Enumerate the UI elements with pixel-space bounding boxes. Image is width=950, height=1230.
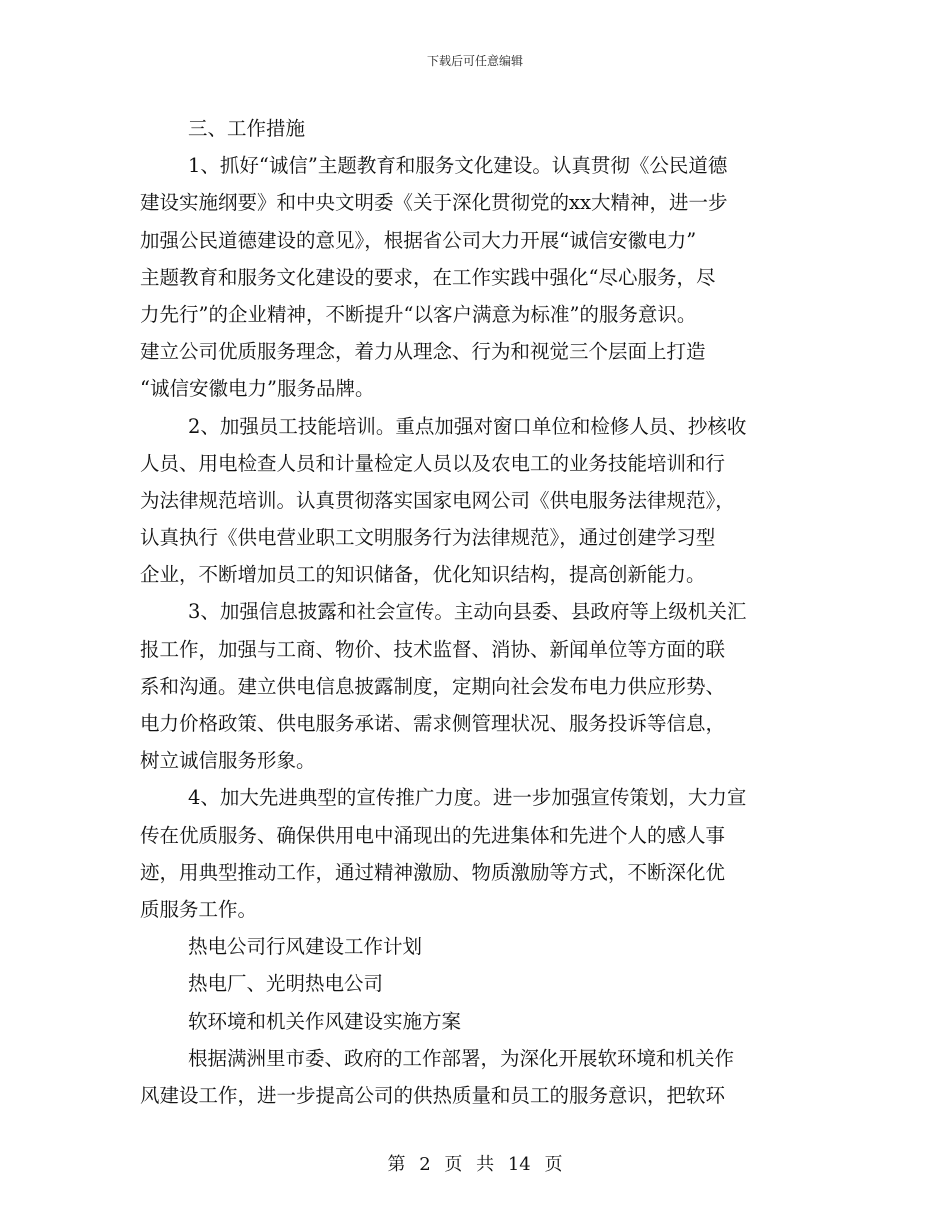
text-line: 三、工作措施 [188, 117, 306, 140]
text-line: 为法律规范培训。认真贯彻落实国家电网公司《供电服务法律规范》， [140, 488, 735, 512]
document-body [140, 110, 812, 1114]
text-line: 建设实施纲要》和中央文明委《关于深化贯彻党的xx大精神，进一步 [140, 191, 728, 215]
text-line: 热电厂、光明热电公司 [188, 972, 384, 996]
text-line: 力先行”的企业精神，不断提升“以客户满意为标准”的服务意识。 [140, 302, 697, 326]
text-line: 风建设工作，进一步提高公司的供热质量和员工的服务意识，把软环 [140, 1083, 726, 1107]
text-line: 主题教育和服务文化建设的要求，在工作实践中强化“尽心服务，尽 [140, 265, 716, 289]
text-line: 4、加大先进典型的宣传推广力度。进一步加强宣传策划，大力宣 [188, 786, 747, 810]
text-line: 热电公司行风建设工作计划 [188, 935, 423, 959]
text-line: 3、加强信息披露和社会宣传。主动向县委、县政府等上级机关汇 [188, 600, 747, 624]
text-line: 企业，不断增加员工的知识储备，优化知识结构，提高创新能力。 [140, 563, 706, 587]
text-line: 电力价格政策、供电服务承诺、需求侧管理状况、服务投诉等信息， [140, 712, 726, 735]
text-line: 树立诚信服务形象。 [140, 749, 316, 773]
text-line: 系和沟通。建立供电信息披露制度，定期向社会发布电力供应形势、 [140, 674, 726, 698]
text-line: 认真执行《供电营业职工文明服务行为法律规范》，通过创建学习型 [140, 526, 716, 550]
text-line: 报工作，加强与工商、物价、技术监督、消协、新闻单位等方面的联 [140, 637, 726, 661]
text-line: 传在优质服务、确保供用电中涌现出的先进集体和先进个人的感人事 [140, 823, 726, 847]
text-line: 建立公司优质服务理念，着力从理念、行为和视觉三个层面上打造 [140, 340, 706, 364]
page-header: 下载后可任意编辑 [426, 54, 523, 68]
text-line: 1、抓好“诚信”主题教育和服务文化建设。认真贯彻《公民道德 [188, 154, 728, 178]
page-footer: 第 2 页 共 14 页 [387, 1154, 563, 1175]
text-line: “诚信安徽电力”服务品牌。 [140, 377, 375, 401]
text-line: 软环境和机关作风建设实施方案 [188, 1009, 462, 1033]
text-line: 2、加强员工技能培训。重点加强对窗口单位和检修人员、抄核收 [188, 414, 747, 438]
text-line: 质服务工作。 [140, 897, 258, 921]
text-line: 根据满洲里市委、政府的工作部署，为深化开展软环境和机关作 [188, 1046, 735, 1070]
text-line: 迹，用典型推动工作，通过精神激励、物质激励等方式，不断深化优 [140, 860, 726, 884]
text-line: 加强公民道德建设的意见》，根据省公司大力开展“诚信安徽电力” [140, 228, 697, 252]
text-line: 人员、用电检查人员和计量检定人员以及农电工的业务技能培训和行 [140, 451, 726, 475]
